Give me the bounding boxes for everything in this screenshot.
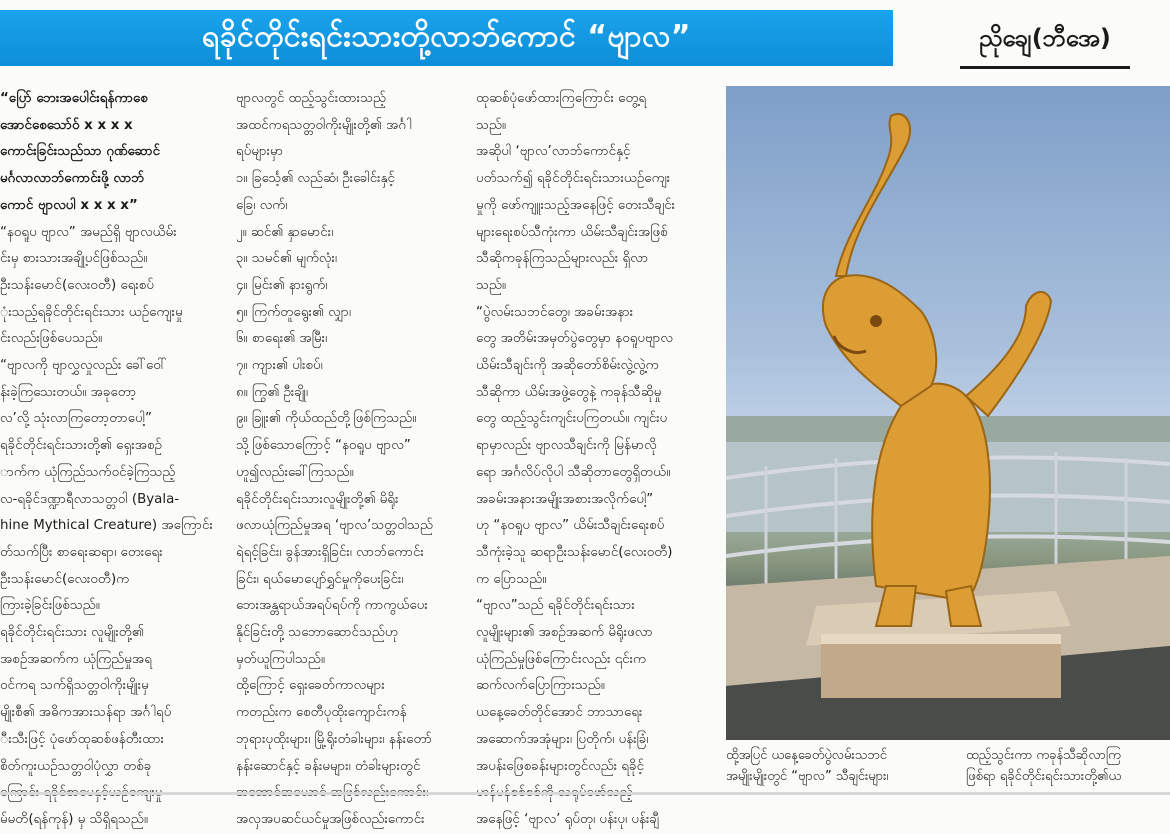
article-line: ုံးသည့်ရခိုင်တိုင်းရင်းသား ယဉ်ကျေးမှု: [0, 304, 183, 320]
article-line: သီဆိုကာ ယိမ်းအဖွဲ့တွေနဲ့ ကခုန်သီဆိုမှု: [476, 384, 662, 400]
article-line: ၇။ ကျား၏ ပါးစပ်၊: [236, 358, 323, 374]
article-line: ၄။ မြင်း၏ နားရွက်၊: [236, 277, 328, 293]
article-line: အစဉ်အဆက်က ယုံကြည်မှုအရ: [0, 651, 152, 667]
article-line: ဟု “နဝရူပ ဗျာလ” ယိမ်းသီချင်းရေးစပ်: [476, 518, 665, 534]
article-line: သည်။: [476, 117, 506, 133]
article-column-1: [0, 86, 222, 827]
article-line: ရခိုင်တိုင်းရင်းသား လူမျိုးတို့၏: [0, 625, 144, 641]
article-line: င်းလည်းဖြစ်ပေသည်။: [0, 331, 103, 347]
article-line: လ-ရခိုင်ဒဏ္ဍာရီလာသတ္တဝါ (Byala-: [0, 491, 180, 507]
article-line: ထို့ကြောင့် ရှေးခေတ်ကာလများ: [236, 678, 385, 694]
article-line: ခြေ၊ လက်၊: [236, 197, 288, 213]
article-line: ရခိုင်တိုင်းရင်းသားတို့၏ ရှေးအစဉ်: [0, 438, 162, 454]
article-line: င်းမှ စားသားအချို့ပင်ဖြစ်သည်။: [0, 251, 148, 267]
article-line: မ်မတိ(ရန်ကုန်) မှ သိရှိရသည်။: [0, 811, 148, 827]
article-line: ကောင်းခြင်းသည်သာ ဂုဏ်ဆောင်: [0, 144, 161, 160]
article-line: ကြားခဲ့ခြင်းဖြစ်သည်။: [0, 598, 100, 614]
article-line: ၂။ ဆင်၏ နှာမောင်း၊: [236, 224, 334, 240]
article-column-5: [966, 745, 1170, 787]
page-footer-rule: [0, 792, 1170, 795]
article-line: မင်္ဂလာလာဘ်ကောင်းဖို့ လာဘ်: [0, 171, 145, 187]
article-column-2: [236, 86, 458, 827]
col4-line-1: ထို့အပြင် ယနေ့ခေတ်ပွဲလမ်းသဘင်: [726, 748, 887, 763]
article-line: ယနေ့ခေတ်တိုင်အောင် ဘာသာရေး: [476, 705, 643, 721]
article-line: ပတ်သက်၍ ရခိုင်တိုင်းရင်းသားယဉ်ကျေး: [476, 171, 671, 187]
article-line: န်းခဲ့ကြသေးတယ်။ အခုတော့: [0, 384, 137, 400]
article-line: များရေးစပ်သီကုံးကာ ယိမ်းသီချင်းအဖြစ်: [476, 224, 668, 240]
article-line: ၆။ စာရေး၏ အမြီး၊: [236, 331, 328, 347]
article-line: ယုံကြည်မှုဖြစ်ကြောင်းလည်း ၎င်းက: [476, 651, 647, 667]
article-line: ယိမ်းသီချင်းကို အဆိုတော်စိမ်းလွဲ့လွဲ့က: [476, 358, 659, 374]
article-line: ၉။ ခြူး၏ ကိုယ်ထည်တို့ဖြစ်ကြသည်။: [236, 411, 417, 427]
article-line: ရခိုင်တိုင်းရင်းသားလူမျိုးတို့၏ မိရိုး: [236, 491, 399, 507]
col4-line-2: အမျိုးမျိုးတွင် “ဗျာလ” သီချင်းများ၊: [726, 769, 889, 784]
article-line: “ဗျာလ”သည် ရခိုင်တိုင်းရင်းသား: [476, 598, 635, 614]
article-column-4: [726, 745, 956, 787]
article-line: “ပြော် ဘေးအပေါင်းရန်ကာစေ: [0, 91, 148, 106]
article-line: ဦးသန်းမောင်(လေးဝတီ)က: [0, 571, 130, 587]
article-line: ၅။ ကြက်တူရွေး၏ လျှာ၊: [236, 304, 351, 320]
article-line: ဗျာလတွင် ထည့်သွင်းထားသည့်: [236, 91, 386, 106]
article-line: စိတ်ကူးယဉ်သတ္တဝါပုံလွှာ တစ်ခု: [0, 758, 152, 774]
article-line: ကတည်းက စေတီပုထိုးကျောင်းကန်: [236, 705, 407, 721]
article-line: ဦးသန်းမောင်(လေးဝတီ) ရေးစပ်: [0, 277, 154, 293]
article-line: “နဝရူပ ဗျာလ” အမည်ရှိ ဗျာလယိမ်း: [0, 224, 177, 240]
article-line: မှုကို ဖော်ကျူးသည့်အနေဖြင့် တေးသီချင်း: [476, 197, 676, 213]
article-line: အနေဖြင့် ‘ဗျာလ’ ရုပ်တု၊ ပန်းပု၊ ပန်းချီ: [476, 811, 660, 827]
author-byline: ညိုချေ(ဘီအေ): [960, 16, 1130, 69]
article-line: ဘေးအန္တရာယ်အရပ်ရပ်ကို ကာကွယ်ပေး: [236, 598, 428, 614]
article-line: ဟူ၍လည်းခေါ်ကြသည်။: [236, 464, 354, 480]
article-line: ထုဆစ်ပုံဖော်ထားကြကြောင်း တွေ့ရ: [476, 91, 647, 106]
article-line: အလှအပဆင်ယင်မှုအဖြစ်လည်းကောင်း: [236, 811, 425, 827]
article-line: လ’လို့ သုံးလာကြတော့တာပေါ့”: [0, 411, 152, 427]
article-line: ရဲရင့်ခြင်း၊ ခွန်အားရှိခြင်း၊ လာဘ်ကောင်း: [236, 544, 424, 560]
col5-line-1: ထည့်သွင်းကာ ကခုန်သီဆိုလာကြ: [966, 748, 1121, 763]
headline-banner: [0, 10, 893, 66]
col5-line-2: ဖြစ်ရာ ရခိုင်တိုင်းရင်းသားတို့၏ယ: [966, 769, 1122, 784]
article-line: တွေ ထည့်သွင်းကျင်းပကြတယ်။ ကျင်းပ: [476, 411, 668, 427]
article-line: နန်းဆောင်နှင့် ခန်းမများ၊ တံခါးများတွင်: [236, 758, 421, 774]
article-line: တ်သက်ပြီး စာရေးဆရာ၊ တေးရေး: [0, 544, 163, 560]
article-line: က ပြောသည်။: [476, 571, 547, 587]
article-line: “ပွဲလမ်းသဘင်တွေ၊ အခမ်းအနား: [476, 304, 634, 320]
article-line: အောင်စေသော်ဝ် x x x x: [0, 117, 133, 133]
article-line: “ဗျာလကို ဗျာလွှလှုလည်း ခေါ်ဝေါ်: [0, 358, 167, 374]
article-line: ခြင်း၊ ရယ်မောပျော်ရွှင်မှုကိုပေးခြင်း၊: [236, 571, 404, 587]
article-line: ဆက်လက်ပြောကြားသည်။: [476, 678, 605, 694]
article-line: သည်။: [476, 277, 506, 293]
article-line: ၃။ သမင်၏ မျက်လုံး၊: [236, 251, 337, 267]
article-column-3: [476, 86, 712, 827]
article-line: ရော အင်္ဂလိပ်လိုပါ သီဆိုတာတွေရှိတယ်။: [476, 464, 671, 480]
article-line: အပန်းဖြေစခန်းများတွင်လည်း ရခိုင့်: [476, 758, 645, 774]
article-line: မျိုးစီ၏ အဓိကအားသန်ရာ အင်္ဂါရပ်: [0, 705, 172, 721]
article-line: ရာမှာလည်း ဗျာလသီချင်းကို မြန်မာလို: [476, 438, 657, 454]
headline-title: ရခိုင်တိုင်းရင်းသားတို့လာဘ်ကောင် “ဗျာလ”: [201, 18, 692, 54]
statue-photo: [726, 86, 1170, 740]
article-line: နိုင်ခြင်းတို့ သဘောဆောင်သည်ဟု: [236, 625, 398, 641]
article-line: ီးသီးဖြင့် ပုံဖော်ထုဆစ်ဖန်တီးထား: [0, 731, 165, 747]
article-line: အဆိုပါ ‘ဗျာလ’လာဘ်ကောင်နှင့်: [476, 144, 631, 160]
article-line: အထင်ကရသတ္တဝါကိုးမျိုးတို့၏ အင်္ဂါ: [236, 117, 412, 133]
article-line: မှတ်ယူကြပါသည်။: [236, 651, 325, 667]
article-line: တွေ အတိမ်းအမှတ်ပွဲတွေမှာ နဝရူပဗျာလ: [476, 331, 673, 347]
article-line: ဝင်ကရ သက်ရှိသတ္တဝါကိုးမျိုးမှ: [0, 678, 149, 694]
article-line: အခမ်းအနားအမျိုးအစားအလိုက်ပေါ့”: [476, 491, 654, 507]
article-line: ၁။ ခြင်္သေ့၏ လည်ဆံ၊ ဦးခေါင်းနှင့်: [236, 171, 395, 187]
article-line: အဆောက်အအုံများ၊ ပြတိုက်၊ ပန်းခြံ၊: [476, 731, 649, 747]
byala-statue-illustration: [726, 86, 1170, 740]
article-line: hine Mythical Creature) အကြောင်း: [0, 518, 213, 534]
article-line: သီဆိုကခုန်ကြသည်များလည်း ရှိလာ: [476, 251, 649, 267]
article-line: ရပ်များမှာ: [236, 144, 284, 160]
article-line: ဘုရားပုထိုးများ၊ မြို့ရိုးတံခါးများ၊ နန်းတော်: [236, 731, 432, 747]
article-line: ဖလာယုံကြည်မှုအရ ‘ဗျာလ’သတ္တဝါသည်: [236, 518, 433, 534]
article-line: ာက်က ယုံကြည်သက်ဝင်ခဲ့ကြသည့်: [0, 464, 176, 480]
article-line: ၈။ ကြွ၏ ဦးချို၊: [236, 384, 309, 400]
article-line: သို့ဖြစ်သောကြောင့် “နဝရူပ ဗျာလ”: [236, 438, 411, 454]
article-line: ကောင် ဗျာလပါ x x x x”: [0, 197, 138, 213]
article-line: လူမျိုးများ၏ အစဉ်အဆက် မိရိုးဖလာ: [476, 625, 653, 641]
article-line: သီကုံးခဲ့သူ ဆရာဦးသန်းမောင်(လေးဝတီ): [476, 544, 673, 560]
